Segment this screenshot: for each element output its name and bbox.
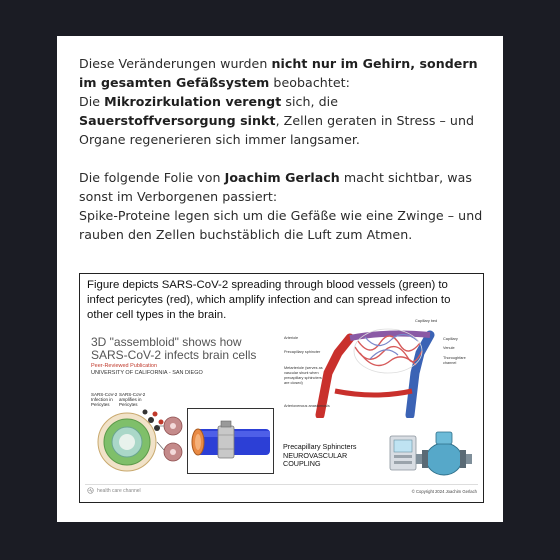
slide-caption: Figure depicts SARS-CoV-2 spreading through blood vessels (green) to infect pericytes (red), which amplify infection and can spread infection to other cell types in the brain. (87, 279, 451, 321)
bold-run: nicht nur im Gehirn, sondern im gesamten Gefäßsystem (79, 56, 478, 90)
sphincter-line-3: COUPLING (283, 459, 321, 468)
text-run: , Zellen geraten in Stress – und Organe regenerieren sich immer langsamer. (79, 113, 475, 147)
label-venule: Venule (443, 346, 455, 350)
sphincter-line-1: Precapillary Sphincters (283, 442, 357, 451)
assembloid-headline: 3D "assembloid" shows how SARS-CoV-2 infects brain cells (91, 335, 257, 362)
bold-run: Mikrozirkulation verengt (104, 94, 282, 109)
label-arteriovenous: Arteriovenous anastomosis (284, 404, 330, 408)
slide-footer-brand (87, 487, 141, 494)
valve-image (386, 424, 476, 482)
cell-label-right: SARS-CoV-2 amplifies in Pericytes (119, 392, 146, 407)
sphincter-label (283, 443, 357, 469)
text-run: Die folgende Folie von (79, 170, 225, 185)
university-label: UNIVERSITY OF CALIFORNIA - SAN DIEGO (91, 370, 203, 376)
bold-run: Sauerstoffversorgung sinkt (79, 113, 276, 128)
capillary-bed-diagram (280, 313, 480, 418)
text-run: Spike-Proteine legen sich um die Gefäße wie eine Zwinge – und rauben den Zellen buchstäblich die Luft zum Atmen. (79, 208, 483, 242)
sphincter-line-2: NEUROVASCULAR (283, 450, 348, 460)
label-metarteriole: Metarteriole (serves as vascular shunt when precapillary sphincters are closed) (284, 366, 323, 385)
label-precapillary-sphincter: Precapillary sphincter (284, 350, 321, 354)
tube-illustration (188, 409, 273, 473)
text-run: Diese Veränderungen wurden (79, 56, 272, 71)
slide-image (79, 273, 484, 503)
bold-run: Joachim Gerlach (224, 170, 340, 185)
text-run: sich, die (281, 94, 339, 109)
text-run: macht sichtbar, was sonst im Verborgenen passiert: (79, 170, 473, 204)
paragraph-1 (79, 54, 489, 149)
cell-label-left: SARS-CoV-2 Infection in Pericytes (91, 392, 118, 407)
peer-reviewed-label: Peer-Reviewed Publication (91, 363, 158, 369)
post-card (57, 36, 503, 522)
cell-illustration (89, 392, 187, 476)
brand-logo-icon (87, 487, 94, 494)
label-capillary-bed: Capillary bed (415, 319, 438, 323)
brand-text: health care channel (97, 487, 141, 494)
text-run: Die (79, 94, 105, 109)
label-thoroughfare: Thoroughfare channel (443, 356, 466, 365)
clamped-tube-image (187, 408, 274, 474)
paragraph-2 (79, 168, 489, 244)
assembloid-diagram (89, 392, 187, 476)
text-run: beobachtet: (269, 75, 350, 90)
label-capillary: Capillary (443, 337, 458, 341)
slide-footer-divider (85, 484, 478, 485)
label-arteriole: Arteriole (284, 336, 299, 340)
post-text (79, 54, 489, 244)
slide-copyright: © Copyright 2024 Joachim Gerlach (411, 489, 477, 494)
